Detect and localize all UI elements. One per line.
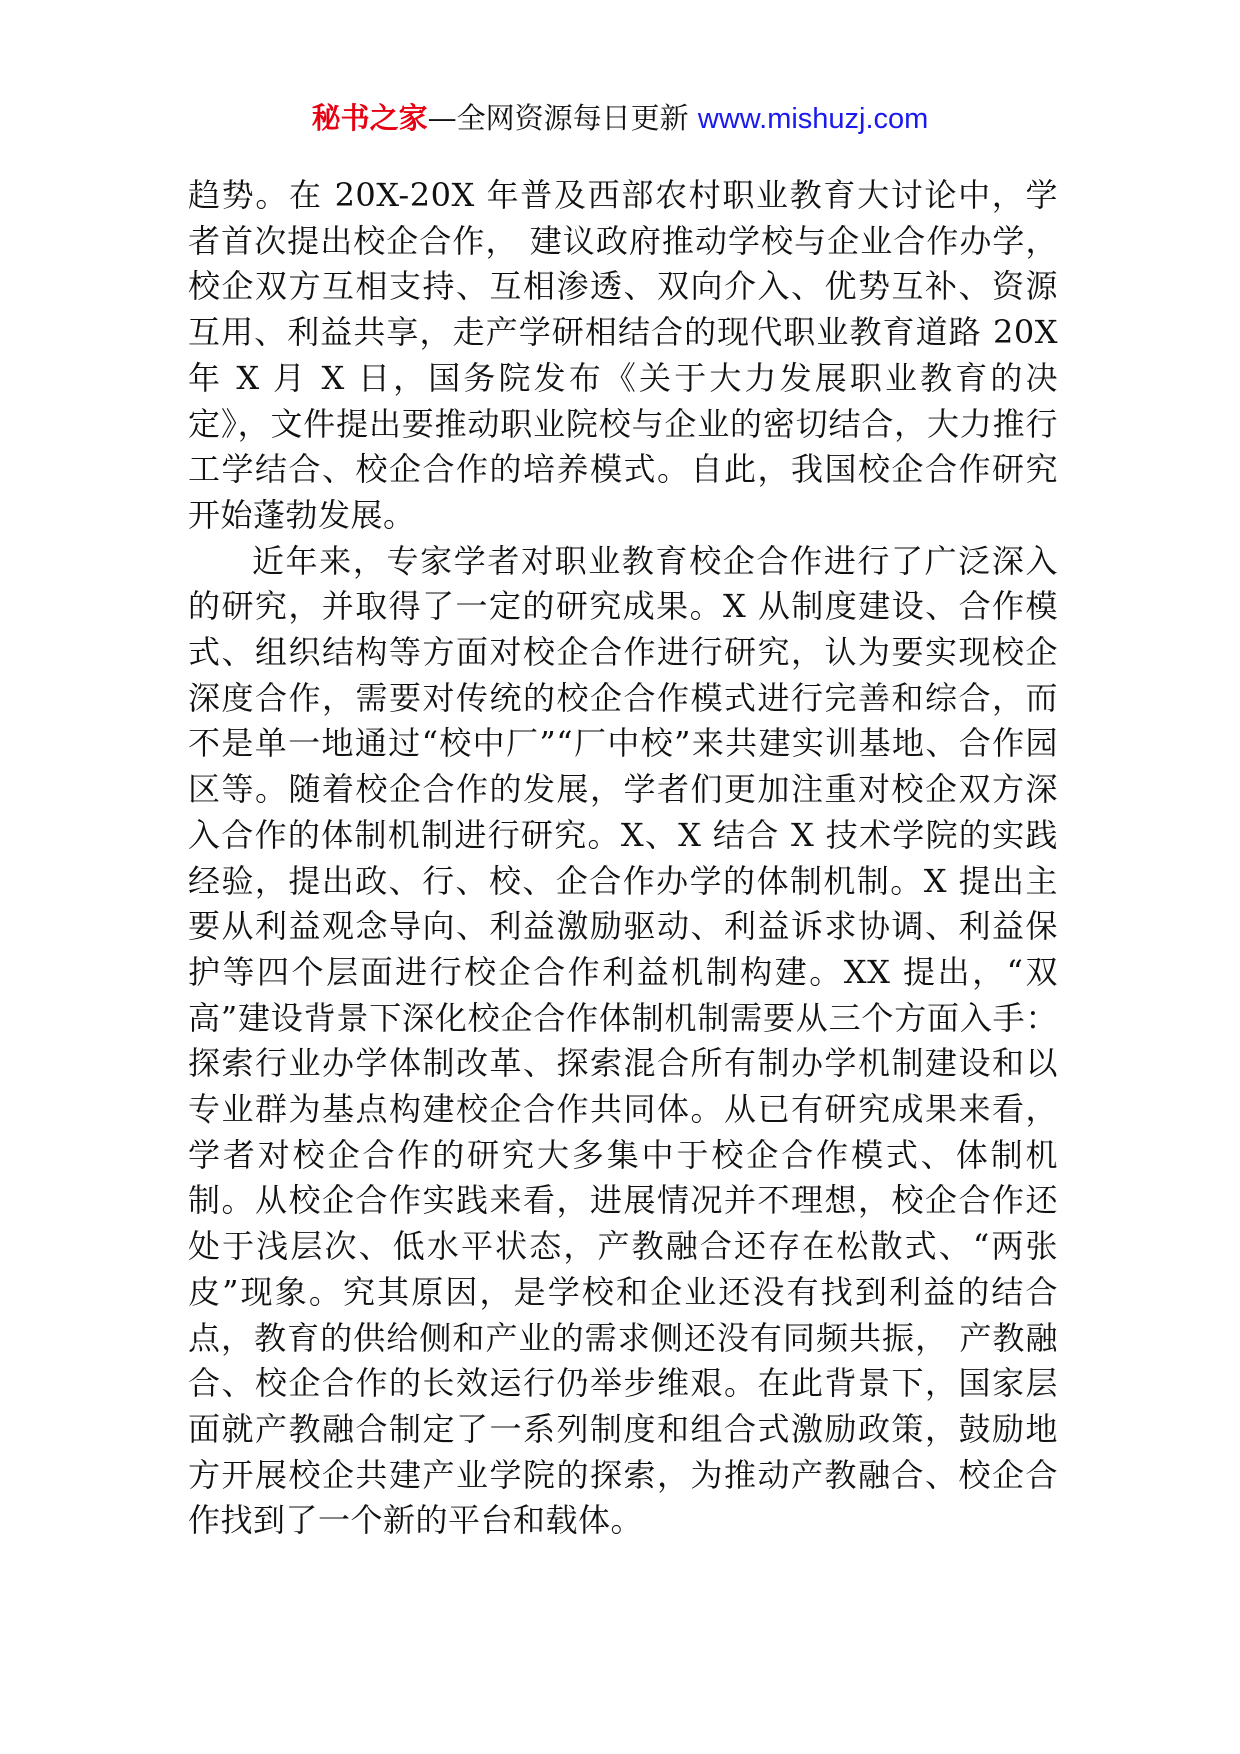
header-site-link[interactable]: www.mishuzj.com [697,103,929,135]
paragraph-continued: 趋势。在 20X-20X 年普及西部农村职业教育大讨论中，学者首次提出校企合作， 建议政府推动学校与企业合作办学，校企双方互相支持、互相渗透、双向介入、优势互补、资源互用、利益共享，走产学研相结合的现代职业教育道路 20X 年 X 月 X 日，国务院发布《关于大力发展职业教育的决定》，文件提出要推动职业院校与企业的密切结合，大力推行工学结合、校企合作的培养模式。自此，我国校企合作研究开始蓬勃发展。 [188,176,1058,534]
header-brand: 秘书之家 [311,101,428,135]
page-header [0,98,1240,139]
paragraph: 近年来，专家学者对职业教育校企合作进行了广泛深入的研究，并取得了一定的研究成果。X 从制度建设、合作模式、组织结构等方面对校企合作进行研究，认为要实现校企深度合作，需要对传统的校企合作模式进行完善和综合，而不是单一地通过“校中厂”“厂中校”来共建实训基地、合作园区等。随着校企合作的发展，学者们更加注重对校企双方深入合作的体制机制进行研究。X、X 结合 X 技术学院的实践经验，提出政、行、校、企合作办学的体制机制。X 提出主要从利益观念导向、利益激励驱动、利益诉求协调、利益保护等四个层面进行校企合作利益机制构建。XX 提出，“双高”建设背景下深化校企合作体制机制需要从三个方面入手：探索行业办学体制改革、探索混合所有制办学机制建设和以专业群为基点构建校企合作共同体。从已有研究成果来看，学者对校企合作的研究大多集中于校企合作模式、体制机制。从校企合作实践来看，进展情况并不理想，校企合作还处于浅层次、低水平状态，产教融合还存在松散式、“两张皮”现象。究其原因，是学校和企业还没有找到利益的结合点，教育的供给侧和产业的需求侧还没有同频共振， 产教融合、校企合作的长效运行仍举步维艰。在此背景下，国家层面就产教融合制定了一系列制度和组合式激励政策，鼓励地方开展校企共建产业学院的探索，为推动产教融合、校企合作找到了一个新的平台和载体。 [188,541,1058,1540]
header-tagline: —全网资源每日更新 [427,101,689,135]
document-body [188,173,1058,1544]
